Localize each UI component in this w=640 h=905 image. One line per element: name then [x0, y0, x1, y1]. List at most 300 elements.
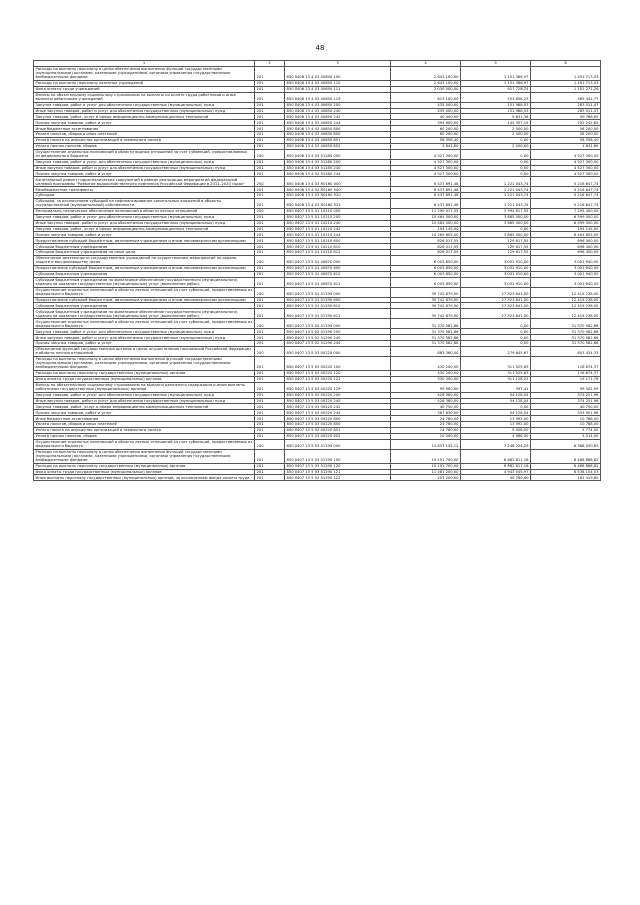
row-remaining-amount: 19 171,78: [531, 376, 601, 382]
row-line-code: 201: [255, 410, 285, 416]
row-executed-amount: 54 128,04: [461, 392, 531, 398]
row-budget-code: 850 0407 13 5 01 40670 000: [285, 255, 391, 265]
row-approved-amount: 24 780,00: [391, 416, 461, 422]
row-budget-code: 850 0406 13 4 03 40650 240: [285, 108, 391, 114]
row-remaining-amount: 3 001 940,00: [531, 255, 601, 265]
row-executed-amount: 0,00: [461, 341, 531, 347]
row-budget-code: 850 0407 13 5 01 40670 600: [285, 265, 391, 271]
table-row: [34, 309, 601, 319]
row-line-code: 200: [255, 287, 285, 297]
row-description: Субсидии бюджетным учреждениям: [34, 271, 255, 277]
row-remaining-amount: 58 200,00: [531, 132, 601, 138]
row-description: Закупка товаров, работ, услуг в сфере информационно-коммуникационных технологий: [34, 404, 255, 410]
row-executed-amount: 0,00: [461, 165, 531, 171]
row-approved-amount: 435 000,00: [391, 108, 461, 114]
row-budget-code: 850 0407 13 5 03 00220 129: [285, 382, 391, 392]
row-executed-amount: 4 986,00: [461, 433, 531, 439]
row-budget-code: 850 0406 13 4 03 40650 110: [285, 80, 391, 86]
row-remaining-amount: 40 750,00: [531, 404, 601, 410]
row-executed-amount: 13 992,00: [461, 416, 531, 422]
row-approved-amount: 6 003 850,00: [391, 277, 461, 287]
row-line-code: 201: [255, 335, 285, 341]
row-remaining-amount: 3 001 940,00: [531, 271, 601, 277]
row-approved-amount: 60 200,00: [391, 132, 461, 138]
row-executed-amount: 27 323 641,00: [461, 303, 531, 309]
row-description: Обеспечение деятельности государственных учреждений по осуществлению мероприятий по охране, защите и воспроизводству лесов: [34, 255, 255, 265]
row-description: Закупка товаров, работ, услуг в сфере информационно-коммуникационных технологий: [34, 114, 255, 120]
row-remaining-amount: 374 251,96: [531, 392, 601, 398]
row-budget-code: 850 0407 13 5 03 00220 850: [285, 422, 391, 428]
row-approved-amount: 39 742 879,00: [391, 309, 461, 319]
row-budget-code: 850 0406 13 4 03 40650 100: [285, 66, 391, 80]
row-budget-code: 850 0407 13 5 01 51290 610: [285, 303, 391, 309]
row-line-code: 201: [255, 137, 285, 143]
row-executed-amount: 0,00: [461, 137, 531, 143]
row-approved-amount: 10 464 000,00: [391, 220, 461, 226]
row-description: Прочая закупка товаров, работ и услуг: [34, 120, 255, 126]
row-budget-code: 850 0407 13 5 03 00220 800: [285, 416, 391, 422]
row-executed-amount: 6 682 811,18: [461, 463, 531, 469]
row-approved-amount: 39 742 879,00: [391, 287, 461, 297]
row-executed-amount: 27 323 641,00: [461, 287, 531, 297]
row-description: Субсидии бюджетным учреждениям на финансовое обеспечение государственного (муниципального) задания на оказание государственных (муниципальных) услуг (выполнение работ): [34, 277, 255, 287]
row-budget-code: 850 0407 13 5 02 51290 200: [285, 329, 391, 335]
row-executed-amount: 3 865 000,00: [461, 214, 531, 220]
row-description: Закупка товаров, работ и услуг для обеспечения государственных (муниципальных) нужд: [34, 102, 255, 108]
row-approved-amount: 435 000,00: [391, 102, 461, 108]
row-executed-amount: 311 128,22: [461, 376, 531, 382]
column-header: 1: [34, 61, 255, 67]
row-line-code: 201: [255, 277, 285, 287]
row-line-code: 201: [255, 356, 285, 370]
row-remaining-amount: 1 102 271,26: [531, 86, 601, 92]
row-approved-amount: 2 643 100,00: [391, 80, 461, 86]
budget-table: [33, 60, 601, 481]
row-budget-code: 850 0407 13 5 02 51290 244: [285, 341, 391, 347]
row-approved-amount: 883 360,00: [391, 346, 461, 356]
row-remaining-amount: 8 468 888,82: [531, 463, 601, 469]
row-description: Прочая закупка товаров, работ и услуг: [34, 341, 255, 347]
row-executed-amount: 0,00: [461, 159, 531, 165]
row-line-code: 201: [255, 449, 285, 463]
row-remaining-amount: 5 216 647,74: [531, 177, 601, 187]
table-row: [34, 198, 601, 208]
row-remaining-amount: 283 011,47: [531, 102, 601, 108]
row-executed-amount: 129 617,55: [461, 250, 531, 256]
page-number: 48: [315, 44, 325, 52]
row-approved-amount: 2 643 100,00: [391, 66, 461, 80]
row-executed-amount: 54 128,04: [461, 398, 531, 404]
row-budget-code: 850 0407 13 5 01 40670 610: [285, 271, 391, 277]
row-approved-amount: 330 300,00: [391, 376, 461, 382]
row-description: Осуществление отдельных полномочий в области лесных отношений за счет субвенций, предоставляемых из федерального бюджета: [34, 439, 255, 449]
row-description: Обеспечение функций государственных органов в целях осуществления полномочий Российской Федерации в области лесных отношений: [34, 346, 255, 356]
row-line-code: 201: [255, 86, 285, 92]
row-line-code: 201: [255, 114, 285, 120]
row-line-code: 201: [255, 433, 285, 439]
row-approved-amount: 31 370 582,86: [391, 335, 461, 341]
row-description: Субсидии: [34, 193, 255, 199]
table-row: [34, 382, 601, 392]
row-description: Субсидии, за исключением субсидий на софинансирование капитальных вложений в объекты государственной (муниципальной) собственности: [34, 198, 255, 208]
row-budget-code: 850 0406 13 4 03 R0160 520: [285, 193, 391, 199]
row-remaining-amount: 1 841,60: [531, 143, 601, 149]
row-description: Субсидии бюджетным учреждениям на иные цели: [34, 250, 255, 256]
row-remaining-amount: 5 216 647,74: [531, 198, 601, 208]
row-description: Осуществление отдельных полномочий в области лесных отношений за счет субвенций, предоставляемых из федерального бюджета: [34, 319, 255, 329]
row-remaining-amount: 7 295 400,00: [531, 208, 601, 214]
row-description: Расходы на выплаты персоналу в целях обеспечения выполнения функций государственными (муниципальными) органами, казенными учреждениями, органами управления государственными внебюджетными фондами: [34, 66, 255, 80]
table-row: [34, 66, 601, 80]
row-line-code: 201: [255, 309, 285, 319]
row-budget-code: 850 0407 13 5 01 10210 240: [285, 220, 391, 226]
row-budget-code: 850 0406 13 4 03 51280 000: [285, 149, 391, 159]
row-remaining-amount: 99 502,59: [531, 382, 601, 392]
row-remaining-amount: 6 599 000,00: [531, 214, 601, 220]
row-description: Капитальный ремонт гидротехнических сооружений в рамках реализации мероприятий федеральной целевой программы "Развитие водохозяйственного комплекса Российской Федерации в 2012–2020 годах": [34, 177, 255, 187]
row-line-code: 201: [255, 226, 285, 232]
row-remaining-amount: 1 491 713,03: [531, 66, 601, 80]
row-approved-amount: 40 750,00: [391, 404, 461, 410]
row-executed-amount: 1 151 386,97: [461, 66, 531, 80]
row-budget-code: 850 0406 13 4 03 40650 800: [285, 126, 391, 132]
row-approved-amount: 194 145,00: [391, 226, 461, 232]
row-approved-amount: 40 400,00: [391, 114, 461, 120]
row-line-code: 201: [255, 463, 285, 469]
row-executed-amount: 6 682 811,18: [461, 449, 531, 463]
row-budget-code: 850 0407 13 5 03 00220 121: [285, 376, 391, 382]
row-description: Прочая закупка товаров, работ и услуг: [34, 410, 255, 416]
row-line-code: 201: [255, 250, 285, 256]
row-description: Уплата налога на имущество организаций и земельного налога: [34, 427, 255, 433]
row-budget-code: 850 0407 13 5 01 10210 000: [285, 208, 391, 214]
row-line-code: 201: [255, 341, 285, 347]
row-line-code: 201: [255, 214, 285, 220]
row-budget-code: 850 0407 13 5 03 00220 242: [285, 404, 391, 410]
table-row: [34, 92, 601, 102]
row-remaining-amount: 696 400,00: [531, 238, 601, 244]
row-line-code: 201: [255, 244, 285, 250]
row-executed-amount: 0,00: [461, 149, 531, 159]
row-budget-code: 850 0407 13 5 01 10210 612: [285, 250, 391, 256]
row-line-code: 201: [255, 220, 285, 226]
row-budget-code: 850 0407 13 5 03 51290 100: [285, 449, 391, 463]
row-description: Прочая закупка товаров, работ и услуг: [34, 171, 255, 177]
row-approved-amount: 430 200,00: [391, 356, 461, 370]
row-remaining-amount: 5 216 647,74: [531, 187, 601, 193]
row-executed-amount: 1 221 043,74: [461, 193, 531, 199]
row-line-code: 201: [255, 171, 285, 177]
row-remaining-amount: 4 527 300,00: [531, 149, 601, 159]
row-approved-amount: 6 003 850,00: [391, 255, 461, 265]
row-line-code: 201: [255, 232, 285, 238]
row-line-code: 201: [255, 370, 285, 376]
table-row: [34, 287, 601, 297]
row-executed-amount: 7 248 224,29: [461, 439, 531, 449]
row-executed-amount: 2 000,00: [461, 143, 531, 149]
row-budget-code: 850 0407 13 5 01 10210 200: [285, 214, 391, 220]
row-line-code: 201: [255, 80, 285, 86]
row-executed-amount: 1 221 043,74: [461, 187, 531, 193]
row-budget-code: 850 0406 13 4 03 40650 852: [285, 143, 391, 149]
row-budget-code: 850 0407 13 5 03 00220 852: [285, 433, 391, 439]
row-budget-code: 850 0407 13 5 03 51290 122: [285, 475, 391, 481]
row-approved-amount: 31 370 582,86: [391, 319, 461, 329]
row-line-code: 201: [255, 108, 285, 114]
row-description: Уплата налогов, сборов и иных платежей: [34, 422, 255, 428]
row-line-code: 201: [255, 238, 285, 244]
table-row: [34, 277, 601, 287]
row-remaining-amount: 194 145,00: [531, 226, 601, 232]
row-line-code: 201: [255, 165, 285, 171]
row-budget-code: 850 0407 13 5 02 51290 000: [285, 319, 391, 329]
row-remaining-amount: 12 419 238,00: [531, 303, 601, 309]
row-executed-amount: 129 617,55: [461, 238, 531, 244]
row-executed-amount: 0,00: [461, 226, 531, 232]
row-description: Расходы на выплаты персоналу государственных (муниципальных) органов: [34, 370, 255, 376]
row-remaining-amount: 1 491 713,03: [531, 80, 601, 86]
row-remaining-amount: 6 538 154,03: [531, 469, 601, 475]
row-approved-amount: 31 370 582,86: [391, 341, 461, 347]
row-line-code: 201: [255, 102, 285, 108]
row-remaining-amount: 333 501,96: [531, 410, 601, 416]
row-approved-amount: 3 841,60: [391, 143, 461, 149]
row-description: Межбюджетные трансферты: [34, 187, 255, 193]
row-line-code: 201: [255, 126, 285, 132]
row-executed-amount: 151 988,53: [461, 108, 531, 114]
row-description: Уплата прочих налогов, сборов: [34, 433, 255, 439]
row-remaining-amount: 3 001 940,00: [531, 265, 601, 271]
row-remaining-amount: 603 434,33: [531, 346, 601, 356]
row-description: Иные закупки товаров, работ и услуг для обеспечения государственных (муниципальных) нужд: [34, 220, 255, 226]
row-description: Фонд оплаты труда государственных (муниципальных) органов: [34, 376, 255, 382]
row-executed-amount: 3 994 617,55: [461, 208, 531, 214]
row-line-code: 201: [255, 376, 285, 382]
row-approved-amount: 203 200,00: [391, 475, 461, 481]
row-approved-amount: 428 380,00: [391, 398, 461, 404]
row-approved-amount: 10 000,00: [391, 433, 461, 439]
row-line-code: 201: [255, 303, 285, 309]
row-line-code: 201: [255, 271, 285, 277]
row-description: Субсидии бюджетным учреждениям: [34, 244, 255, 250]
row-remaining-amount: 31 370 582,86: [531, 319, 601, 329]
column-header: 4: [391, 61, 461, 67]
row-line-code: 201: [255, 193, 285, 199]
row-line-code: 201: [255, 198, 285, 208]
row-approved-amount: 56 358,40: [391, 137, 461, 143]
row-description: Уплата налога на имущество организаций и земельного налога: [34, 137, 255, 143]
row-executed-amount: 27 323 641,00: [461, 309, 531, 319]
row-line-code: 201: [255, 382, 285, 392]
row-budget-code: 850 0406 13 4 03 40650 851: [285, 137, 391, 143]
row-remaining-amount: 31 370 582,86: [531, 341, 601, 347]
row-budget-code: 850 0406 13 4 03 40650 242: [285, 114, 391, 120]
row-remaining-amount: 283 011,47: [531, 108, 601, 114]
row-line-code: 200: [255, 439, 285, 449]
row-line-code: 201: [255, 92, 285, 102]
row-description: Предоставление субсидий бюджетным, автономным учреждениям и иным некоммерческим организациям: [34, 297, 255, 303]
row-description: Фонд оплаты труда учреждений: [34, 86, 255, 92]
row-description: Иные бюджетные ассигнования: [34, 126, 255, 132]
row-line-code: 201: [255, 143, 285, 149]
row-executed-amount: 151 988,53: [461, 102, 531, 108]
row-approved-amount: 613 100,00: [391, 92, 461, 102]
row-line-code: 200: [255, 319, 285, 329]
row-line-code: 201: [255, 475, 285, 481]
column-header: 2: [255, 61, 285, 67]
table-row: [34, 255, 601, 265]
row-executed-amount: 397,41: [461, 382, 531, 392]
row-budget-code: 850 0407 13 5 01 40670 611: [285, 277, 391, 287]
row-budget-code: 850 0406 13 4 03 51280 244: [285, 171, 391, 177]
row-remaining-amount: 31 370 582,86: [531, 335, 601, 341]
row-approved-amount: 4 527 300,00: [391, 159, 461, 165]
table-row: [34, 475, 601, 481]
row-description: Предоставление субсидий бюджетным, автономным учреждениям и иным некоммерческим организациям: [34, 238, 255, 244]
row-executed-amount: 0,00: [461, 171, 531, 177]
row-budget-code: 850 0407 13 5 03 00220 851: [285, 427, 391, 433]
table-row: [34, 319, 601, 329]
row-budget-code: 850 0407 13 5 01 10210 244: [285, 232, 391, 238]
row-approved-amount: 394 600,00: [391, 120, 461, 126]
row-executed-amount: 3 001 910,00: [461, 277, 531, 287]
row-approved-amount: 2 030 000,00: [391, 86, 461, 92]
row-executed-amount: 9 006,00: [461, 427, 531, 433]
row-line-code: 200: [255, 149, 285, 159]
row-remaining-amount: 696 400,00: [531, 250, 601, 256]
row-budget-code: 850 0407 13 5 01 51290 000: [285, 287, 391, 297]
row-approved-amount: 39 742 879,00: [391, 297, 461, 303]
row-executed-amount: 27 323 641,00: [461, 297, 531, 303]
row-budget-code: 850 0407 13 5 01 51290 600: [285, 297, 391, 303]
row-remaining-amount: 12 419 238,00: [531, 287, 601, 297]
row-approved-amount: 4 527 300,00: [391, 165, 461, 171]
row-approved-amount: 6 437 691,48: [391, 198, 461, 208]
row-approved-amount: 826 017,55: [391, 250, 461, 256]
column-header: 5: [461, 61, 531, 67]
row-approved-amount: 826 017,55: [391, 238, 461, 244]
table-row: [34, 177, 601, 187]
row-description: Расходы на выплаты персоналу государственных (муниципальных) органов: [34, 463, 255, 469]
row-remaining-amount: 12 419 238,00: [531, 297, 601, 303]
row-description: Иные закупки товаров, работ и услуг для обеспечения государственных (муниципальных) нужд: [34, 165, 255, 171]
row-remaining-amount: 56 358,40: [531, 137, 601, 143]
row-executed-amount: 142 357,15: [461, 120, 531, 126]
row-executed-amount: 129 617,55: [461, 244, 531, 250]
row-approved-amount: 826 017,55: [391, 244, 461, 250]
row-executed-amount: 1 151 386,97: [461, 80, 531, 86]
table-row: [34, 346, 601, 356]
row-executed-amount: 311 525,63: [461, 370, 531, 376]
row-budget-code: 850 0406 13 4 03 40650 244: [285, 120, 391, 126]
row-line-code: 201: [255, 187, 285, 193]
row-description: Иные выплаты персоналу государственных (муниципальных) органов, за исключением фонда оплаты труда: [34, 475, 255, 481]
row-remaining-amount: 58 200,00: [531, 126, 601, 132]
row-budget-code: 850 0406 13 4 03 40650 119: [285, 92, 391, 102]
row-budget-code: 850 0407 13 5 01 51290 611: [285, 309, 391, 319]
row-line-code: 200: [255, 346, 285, 356]
row-executed-amount: 9 631,38: [461, 114, 531, 120]
row-description: Прочая закупка товаров, работ и услуг: [34, 232, 255, 238]
row-budget-code: 850 0407 13 5 01 10210 610: [285, 244, 391, 250]
row-budget-code: 850 0406 13 4 03 R0160 500: [285, 187, 391, 193]
row-line-code: 201: [255, 120, 285, 126]
row-approved-amount: 6 437 691,48: [391, 187, 461, 193]
row-budget-code: 850 0407 13 5 03 51290 120: [285, 463, 391, 469]
row-budget-code: 850 0406 13 4 03 R0160 521: [285, 198, 391, 208]
row-executed-amount: 2 000,00: [461, 132, 531, 138]
row-approved-amount: 15 151 700,00: [391, 463, 461, 469]
row-remaining-amount: 4 527 300,00: [531, 159, 601, 165]
row-approved-amount: 24 780,00: [391, 422, 461, 428]
row-description: Осуществление отдельных полномочий в области лесных отношений за счет субвенций, предоставляемых из федерального бюджета: [34, 287, 255, 297]
row-approved-amount: 11 290 017,55: [391, 208, 461, 214]
row-executed-amount: 3 865 000,00: [461, 220, 531, 226]
row-executed-amount: 0,00: [461, 335, 531, 341]
row-description: Закупка товаров, работ и услуг для обеспечения государственных (муниципальных) нужд: [34, 159, 255, 165]
row-line-code: 201: [255, 265, 285, 271]
row-executed-amount: 54 128,04: [461, 410, 531, 416]
row-line-code: 201: [255, 159, 285, 165]
row-remaining-amount: 10 788,00: [531, 416, 601, 422]
row-line-code: 201: [255, 404, 285, 410]
table-row: [34, 149, 601, 159]
row-line-code: 201: [255, 297, 285, 303]
row-description: Иные закупки товаров, работ и услуг для обеспечения государственных (муниципальных) нужд: [34, 108, 255, 114]
row-description: Фонд оплаты труда государственных (муниципальных) органов: [34, 469, 255, 475]
row-description: Расходы на выплаты персоналу в целях обеспечения выполнения функций государственными (муниципальными) органами, казенными учреждениями, органами управления государственными внебюджетными фондами: [34, 356, 255, 370]
row-description: Закупка товаров, работ и услуг для обеспечения государственных (муниципальных) нужд: [34, 329, 255, 335]
row-remaining-amount: 389 441,77: [531, 92, 601, 102]
row-executed-amount: 3 001 910,00: [461, 255, 531, 265]
row-remaining-amount: 696 400,00: [531, 244, 601, 250]
row-approved-amount: 4 527 300,00: [391, 149, 461, 159]
row-approved-amount: 6 437 691,48: [391, 193, 461, 199]
row-approved-amount: 99 900,00: [391, 382, 461, 392]
row-executed-amount: 0,00: [461, 319, 531, 329]
row-remaining-amount: 118 674,37: [531, 356, 601, 370]
row-remaining-amount: 30 768,62: [531, 114, 601, 120]
row-description: Закупка товаров, работ и услуг для обеспечения государственных (муниципальных) нужд: [34, 214, 255, 220]
row-budget-code: 850 0407 13 5 03 51290 121: [285, 469, 391, 475]
row-approved-amount: 6 437 691,48: [391, 177, 461, 187]
row-executed-amount: 4 943 045,97: [461, 469, 531, 475]
row-line-code: 201: [255, 392, 285, 398]
row-approved-amount: 15 637 155,12: [391, 439, 461, 449]
row-budget-code: 850 0407 13 5 03 00220 200: [285, 392, 391, 398]
row-line-code: 201: [255, 329, 285, 335]
row-budget-code: 850 0406 13 4 03 40650 850: [285, 132, 391, 138]
row-remaining-amount: 3 001 940,00: [531, 277, 601, 287]
row-remaining-amount: 5 774,00: [531, 427, 601, 433]
row-budget-code: 850 0407 13 5 03 00220 244: [285, 410, 391, 416]
row-approved-amount: 6 003 850,00: [391, 265, 461, 271]
row-description: Уплата прочих налогов, сборов: [34, 143, 255, 149]
row-approved-amount: 39 742 879,00: [391, 303, 461, 309]
row-line-code: 201: [255, 469, 285, 475]
row-approved-amount: 10 269 855,00: [391, 232, 461, 238]
row-line-code: 201: [255, 422, 285, 428]
row-line-code: 201: [255, 398, 285, 404]
row-approved-amount: 6 003 850,00: [391, 271, 461, 277]
row-remaining-amount: 8 388 930,83: [531, 439, 601, 449]
row-approved-amount: 428 380,00: [391, 392, 461, 398]
row-description: Субсидии бюджетным учреждениям на финансовое обеспечение государственного (муниципального) задания на оказание государственных (муниципальных) услуг (выполнение работ): [34, 309, 255, 319]
row-budget-code: 850 0407 13 5 03 51290 000: [285, 439, 391, 449]
row-executed-amount: 0,00: [461, 329, 531, 335]
row-executed-amount: 1 221 043,74: [461, 198, 531, 208]
column-header: 6: [531, 61, 601, 67]
